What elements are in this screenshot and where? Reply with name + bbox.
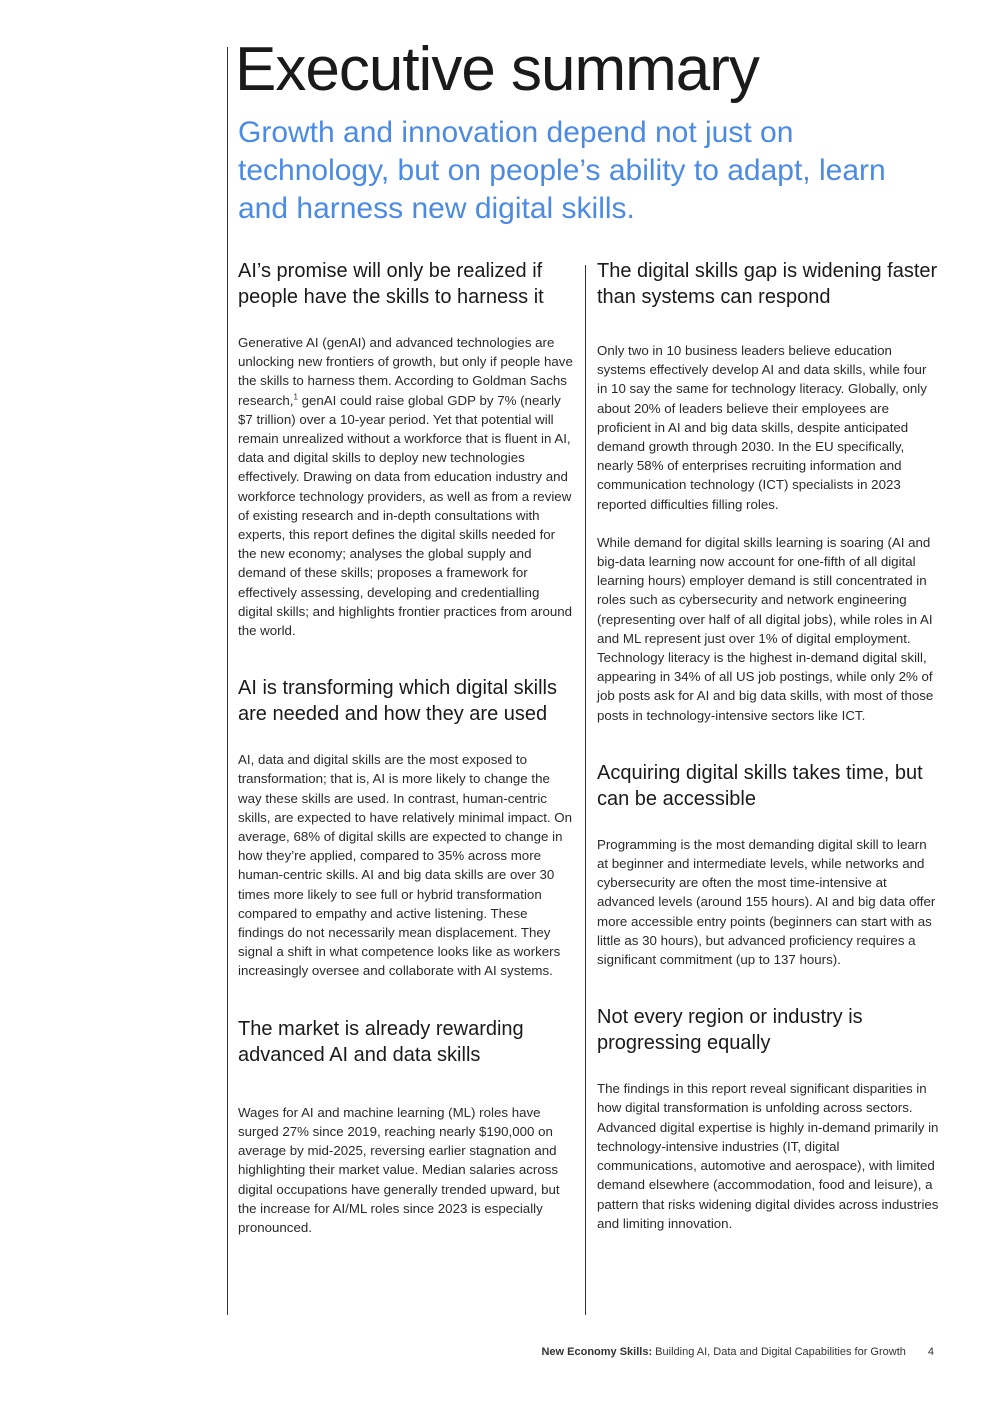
section-heading: AI’s promise will only be realized if people have the skills to harness it xyxy=(238,260,544,308)
right-column xyxy=(597,258,939,1233)
left-vertical-rule xyxy=(227,47,228,1315)
left-column xyxy=(238,258,576,1237)
section-body: Programming is the most demanding digital skill to learn at beginner and intermediate levels, while networks and cybersecurity are often the most time-intensive at advanced levels (around 155 hours). AI and big data offer more accessible entry points (beginners can start with as little as 30 hours), but advanced proficiency requires a significant commitment (up to 137 hours). xyxy=(597,836,936,968)
page-title: Executive summary xyxy=(235,35,759,104)
footnote-marker: 1 xyxy=(293,392,298,402)
section-heading: The digital skills gap is widening faster than systems can respond xyxy=(597,260,938,308)
section-body: While demand for digital skills learning is soaring (AI and big-data learning now account for one-fifth of all digital learning hours) employer demand is still concentrated in roles such as cybersecurity and network engineering (representing over half of all digital jobs), while roles in AI and ML represent just over 1% of digital employment. Technology literacy is the highest in-demand digital skill, appearing in 34% of all US job postings, while only 2% of job posts ask for AI and big data skills, with most of those posts in technology-intensive sectors like ICT. xyxy=(597,534,934,723)
page-number: 4 xyxy=(927,1346,934,1358)
page-subtitle: Growth and innovation depend not just on technology, but on people’s ability to adapt, learn and harness new digital skills. xyxy=(238,116,886,225)
section-heading: The market is already rewarding advanced AI and data skills xyxy=(238,1017,524,1066)
column-divider-rule xyxy=(585,265,586,1315)
section-heading: Not every region or industry is progressing equally xyxy=(597,1006,863,1055)
section-body: Wages for AI and machine learning (ML) roles have surged 27% since 2019, reaching nearly $190,000 on average by mid-2025, reversing earlier stagnation and highlighting their market value. Median salaries across digital occupations have generally trended upward, but the increase for AI/ML roles since 2023 is especially pronounced. xyxy=(238,1104,560,1235)
section-body: AI, data and digital skills are the most exposed to transformation; that is, AI is more likely to change the way these skills are used. In contrast, human-centric skills, are expected to have relatively minimal impact. On average, 68% of digital skills are expected to change in how they’re applied, compared to 35% across more human-centric skills. AI and big data skills are over 30 times more likely to see full or hybrid transformation compared to empathy and active listening. These findings do not necessarily mean displacement. They signal a shift in what competence looks like as workers increasingly oversee and collaborate with AI systems. xyxy=(238,752,573,979)
footer-title: Building AI, Data and Digital Capabilities for Growth xyxy=(652,1346,906,1358)
footer-title-bold: New Economy Skills: xyxy=(541,1346,653,1358)
section-heading: Acquiring digital skills takes time, but can be accessible xyxy=(597,761,923,810)
section-body: Only two in 10 business leaders believe education systems effectively develop AI and data skills, while four in 10 say the same for technology literacy. Globally, only about 20% of leaders believe their employees are proficient in AI and big data skills, despite anticipated demand growth through 2030. In the EU specifically, nearly 58% of enterprises recruiting information and communication technology (ICT) specialists in 2023 reported difficulties filling roles. xyxy=(597,343,927,512)
section-body: The findings in this report reveal significant disparities in how digital transformation is unfolding across sectors. Advanced digital expertise is highly in-demand primarily in technology-intensive industries (IT, digital communications, automotive and aerospace), with limited demand elsewhere (accommodation, food and leisure), a pattern that risks widening digital divides across industries and limiting innovation. xyxy=(597,1081,939,1231)
page-footer xyxy=(541,1346,934,1358)
section-heading: AI is transforming which digital skills are needed and how they are used xyxy=(238,677,557,726)
section-body: Generative AI (genAI) and advanced technologies are unlocking new frontiers of growth, but only if people have the skills to harness them. According to Goldman Sachs research,$^1$ genAI could raise global GDP by 7% (nearly $7 trillion) over a 10-year period. Yet that potential will remain unrealized without a workforce that is fluent in AI, data and digital skills to deploy new technologies effectively. Drawing on data from education industry and workforce technology providers, as well as from a review of existing research and in-depth consultations with experts, this report defines the digital skills needed for the new economy; analyses the global supply and demand of these skills; proposes a framework for effectively assessing, developing and credentialling digital skills; and highlights frontier practices from around the world. xyxy=(238,335,573,639)
